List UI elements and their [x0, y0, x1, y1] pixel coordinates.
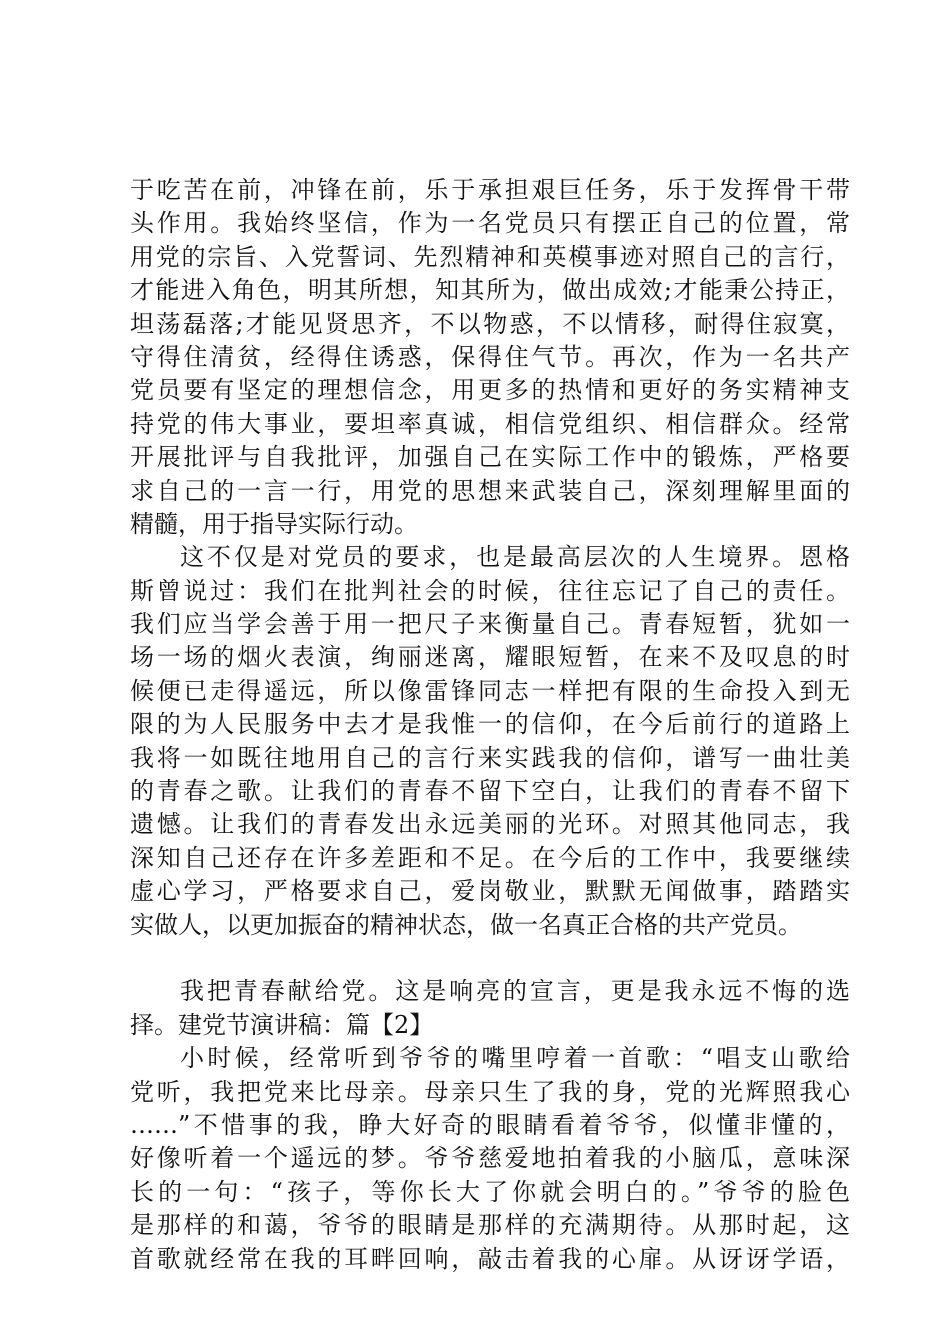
text-line: 择。建党节演讲稿：篇【2】 [130, 1010, 434, 1039]
text-line: 深知自己还存在许多差距和不足。在今后的工作中，我要继续 [130, 843, 850, 872]
text-line: 党听，我把党来比母亲。母亲只生了我的身，党的光辉照我心 [130, 1077, 850, 1106]
text-line: 这不仅是对党员的要求，也是最高层次的人生境界。恩格 [180, 543, 850, 572]
text-line: 我们应当学会善于用一把尺子来衡量自己。青春短暂，犹如一 [130, 610, 850, 639]
text-line: 求自己的一言一行，用党的思想来武装自己，深刻理解里面的 [130, 476, 850, 505]
text-line: 虚心学习，严格要求自己，爱岗敬业，默默无闻做事，踏踏实 [130, 877, 850, 906]
text-line: 守得住清贫，经得住诱惑，保得住气节。再次，作为一名共产 [130, 342, 850, 371]
text-line: 用党的宗旨、入党誓词、先烈精神和英模事迹对照自己的言行， [130, 242, 850, 271]
text-line: 场一场的烟火表演，绚丽迷离，耀眼短暂，在来不及叹息的时 [130, 643, 850, 672]
text-line: 持党的伟大事业，要坦率真诚，相信党组织、相信群众。经常 [130, 409, 850, 438]
text-line: 头作用。我始终坚信，作为一名党员只有摆正自己的位置，常 [130, 209, 850, 238]
paragraph-gap [130, 942, 850, 975]
text-line: 才能进入角色，明其所想，知其所为，做出成效;才能秉公持正， [130, 276, 850, 305]
text-line: 首歌就经常在我的耳畔回响，敲击着我的心扉。从讶讶学语， [130, 1244, 850, 1273]
text-line: 于吃苦在前，冲锋在前，乐于承担艰巨任务，乐于发挥骨干带 [130, 176, 850, 204]
text-line: 精髓，用于指导实际行动。 [130, 509, 418, 538]
text-line: 党员要有坚定的理想信念，用更多的热情和更好的务实精神支 [130, 376, 850, 405]
text-line: 坦荡磊落;才能见贤思齐，不以物惑，不以情移，耐得住寂寞， [130, 309, 850, 338]
text-line: 斯曾说过：我们在批判社会的时候，往往忘记了自己的责任。 [130, 576, 850, 605]
text-line: 的青春之歌。让我们的青春不留下空白，让我们的青春不留下 [130, 777, 850, 806]
body-text [130, 174, 850, 1276]
text-line: 遗憾。让我们的青春发出永远美丽的光环。对照其他同志，我 [130, 810, 850, 839]
text-line: 我将一如既往地用自己的言行来实践我的信仰，谱写一曲壮美 [130, 743, 850, 772]
text-line: 限的为人民服务中去才是我惟一的信仰，在今后前行的道路上 [130, 710, 850, 739]
text-line: ……”不惜事的我，睁大好奇的眼睛看着爷爷，似懂非懂的， [130, 1110, 850, 1139]
text-line: 开展批评与自我批评，加强自己在实际工作中的锻炼，严格要 [130, 443, 850, 472]
text-line: 我把青春献给党。这是响亮的宣言，更是我永远不悔的选 [180, 977, 850, 1006]
text-line: 小时候，经常听到爷爷的嘴里哼着一首歌：“唱支山歌给 [180, 1044, 850, 1073]
text-line: 长的一句：“孩子，等你长大了你就会明白的。”爷爷的脸色 [130, 1177, 850, 1206]
text-line: 实做人，以更加振奋的精神状态，做一名真正合格的共产党员。 [130, 910, 802, 939]
text-line: 是那样的和蔼，爷爷的眼睛是那样的充满期待。从那时起，这 [130, 1211, 850, 1240]
text-line: 好像听着一个遥远的梦。爷爷慈爱地拍着我的小脑瓜，意味深 [130, 1144, 850, 1173]
text-line: 候便已走得遥远，所以像雷锋同志一样把有限的生命投入到无 [130, 676, 850, 705]
